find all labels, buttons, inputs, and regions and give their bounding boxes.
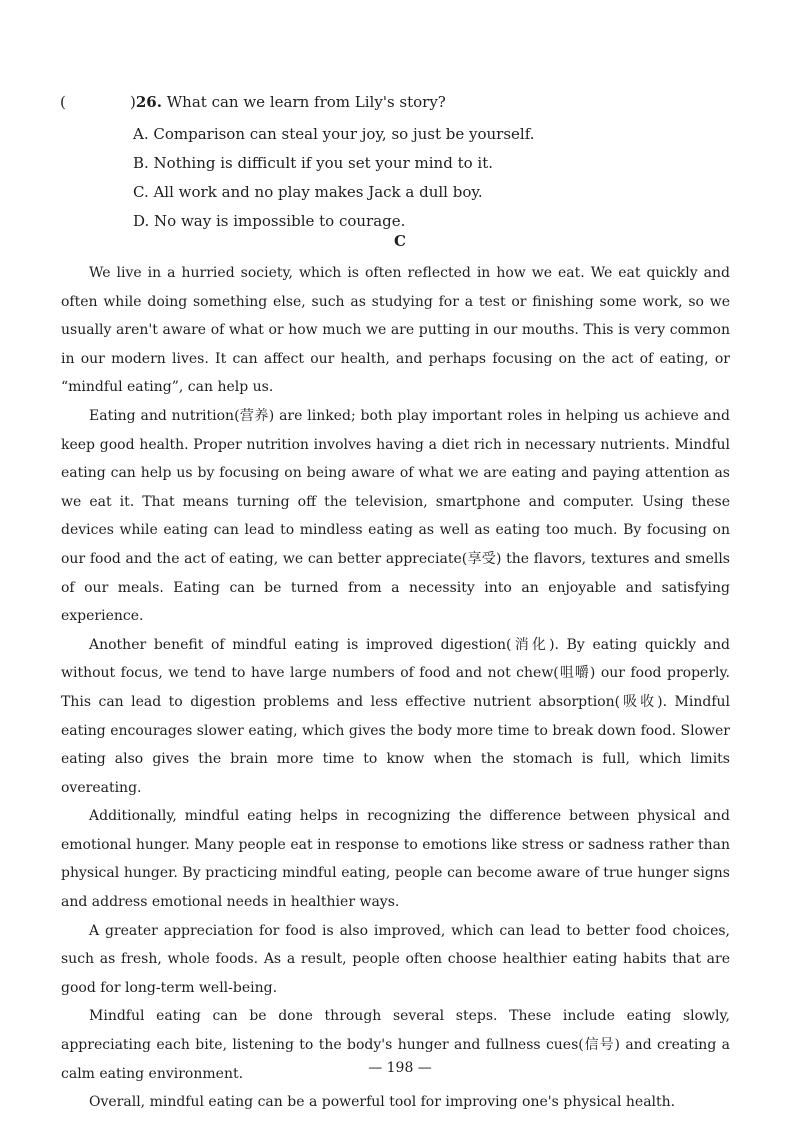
option-d: D. No way is impossible to courage. — [133, 212, 406, 230]
passage — [61, 259, 730, 1117]
answer-options — [133, 120, 535, 236]
paragraph-4: Additionally, mindful eating helps in recognizing the difference between physical and emotional hunger. Many people eat in response to emotions like stress or sadness rather than physical hunger. By practicing mindful eating, people can become aware of true hunger signs and address emotional needs in healthier ways. — [61, 808, 730, 911]
option-b: B. Nothing is difficult if you set your mind to it. — [133, 154, 493, 172]
question-26 — [60, 92, 446, 112]
paragraph-1: We live in a hurried society, which is often reflected in how we eat. We eat quickly and often while doing something else, such as studying for a test or finishing some work, so we usually aren't aware of what or how much we are putting in our mouths. This is very common in our modern lives. It can affect our health, and perhaps focusing on the act of eating, or “mindful eating”, can help us. — [61, 265, 730, 396]
answer-bracket-close: ) — [130, 93, 136, 111]
paragraph-2: Eating and nutrition(营养) are linked; both play important roles in helping us achieve and keep good health. Proper nutrition involves having a diet rich in necessary nutrients. Mindful eating can help us by focusing on being aware of what we are eating and paying attention as we eat it. That means turning off the television, smartphone and computer. Using these devices while eating can lead to mindless eating as well as eating too much. By focusing on our food and the act of eating, we can better appreciate(享受) the flavors, textures and smells of our meals. Eating can be turned from a necessity into an enjoyable and satisfying experience. — [61, 407, 730, 625]
option-a: A. Comparison can steal your joy, so just be yourself. — [133, 125, 535, 143]
paragraph-6: Mindful eating can be done through several steps. These include eating slowly, appreciating each bite, listening to the body's hunger and fullness cues(信号) and creating a calm eating environment. — [61, 1008, 730, 1082]
section-heading: C — [394, 232, 406, 250]
question-number: 26. — [135, 93, 162, 111]
question-text: What can we learn from Lily's story? — [166, 93, 446, 111]
answer-bracket-open: ( — [60, 93, 66, 111]
paragraph-5: A greater appreciation for food is also improved, which can lead to better food choices, such as fresh, whole foods. As a result, people often choose healthier eating habits that are good for long-term well-being. — [61, 922, 730, 996]
option-c: C. All work and no play makes Jack a dull boy. — [133, 183, 483, 201]
paragraph-3: Another benefit of mindful eating is improved digestion(消化). By eating quickly and without focus, we tend to have large numbers of food and not chew(咀嚼) our food properly. This can lead to digestion problems and less effective nutrient absorption(吸收). Mindful eating encourages slower eating, which gives the body more time to break down food. Slower eating also gives the brain more time to know when the stomach is full, which limits overeating. — [61, 636, 730, 796]
paragraph-7: Overall, mindful eating can be a powerful tool for improving one's physical health. — [89, 1094, 676, 1111]
page-number: — 198 — — [368, 1060, 432, 1076]
